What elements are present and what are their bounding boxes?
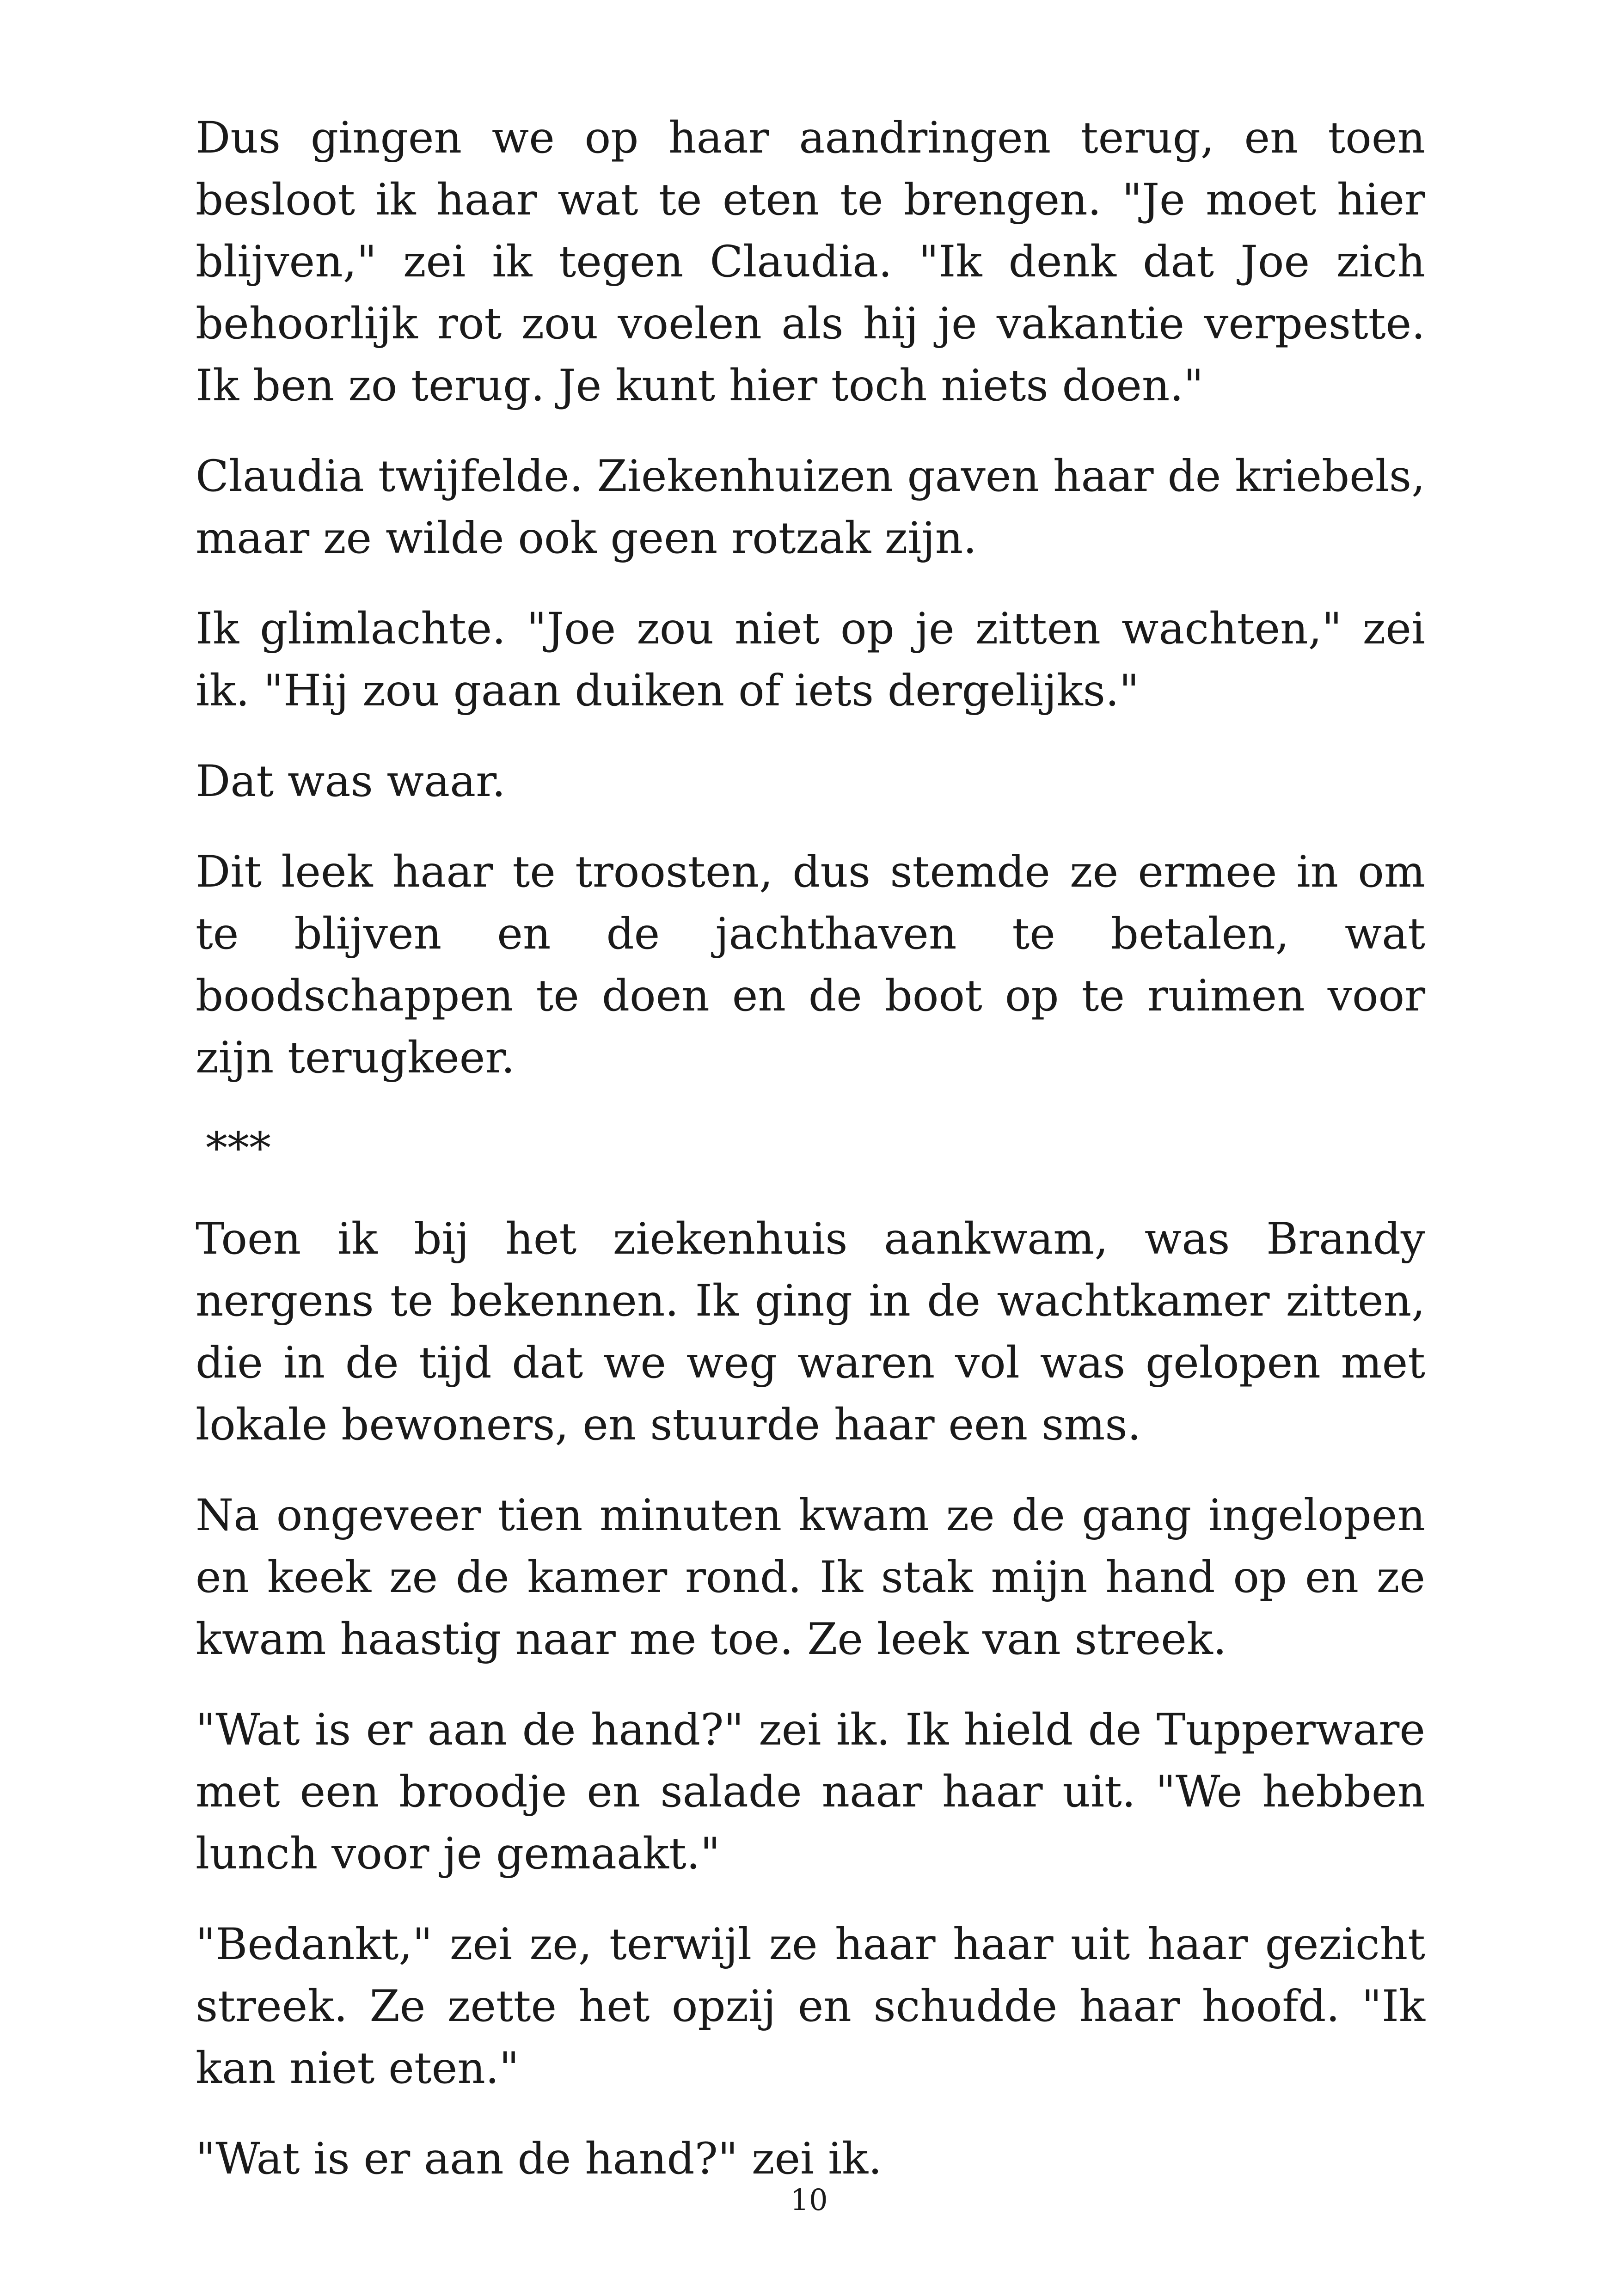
paragraph: Claudia twijfelde. Ziekenhuizen gaven haar de kriebels, maar ze wilde ook geen rotzak zijn.: [196, 451, 1425, 563]
paragraph: Dat was waar.: [196, 756, 506, 807]
paragraph: Ik glimlachte. "Joe zou niet op je zitten wachten," zei ik. "Hij zou gaan duiken of iets dergelijks.": [196, 604, 1425, 716]
paragraph: Dit leek haar te troosten, dus stemde ze ermee in om te blijven en de jachthaven te betalen, wat boodschappen te doen en de boot op te ruimen voor zijn terugkeer.: [196, 847, 1425, 1083]
paragraph: "Wat is er aan de hand?" zei ik. Ik hield de Tupperware met een broodje en salade naar haar uit. "We hebben lunch voor je gemaakt.": [196, 1705, 1425, 1879]
body-text: [196, 107, 1425, 2219]
paragraph: Toen ik bij het ziekenhuis aankwam, was Brandy nergens te bekennen. Ik ging in de wachtkamer zitten, die in de tijd dat we weg waren vol was gelopen met lokale bewoners, en stuurde haar een sms.: [196, 1214, 1425, 1450]
paragraph: "Bedankt," zei ze, terwijl ze haar haar uit haar gezicht streek. Ze zette het opzij en schudde haar hoofd. "Ik kan niet eten.": [196, 1919, 1425, 2094]
paragraph: "Wat is er aan de hand?" zei ik.: [196, 2134, 882, 2184]
paragraph: Na ongeveer tien minuten kwam ze de gang ingelopen en keek ze de kamer rond. Ik stak mijn hand op en ze kwam haastig naar me toe. Ze leek van streek.: [196, 1490, 1425, 1665]
paragraph: Dus gingen we op haar aandringen terug, en toen besloot ik haar wat te eten te brengen. "Je moet hier blijven," zei ik tegen Claudia. "Ik denk dat Joe zich behoorlijk rot zou voelen als hij je vakantie verpestte. Ik ben zo terug. Je kunt hier toch niets doen.": [196, 113, 1425, 411]
page-number: 10: [790, 2183, 828, 2217]
section-separator: ***: [206, 1123, 271, 1174]
